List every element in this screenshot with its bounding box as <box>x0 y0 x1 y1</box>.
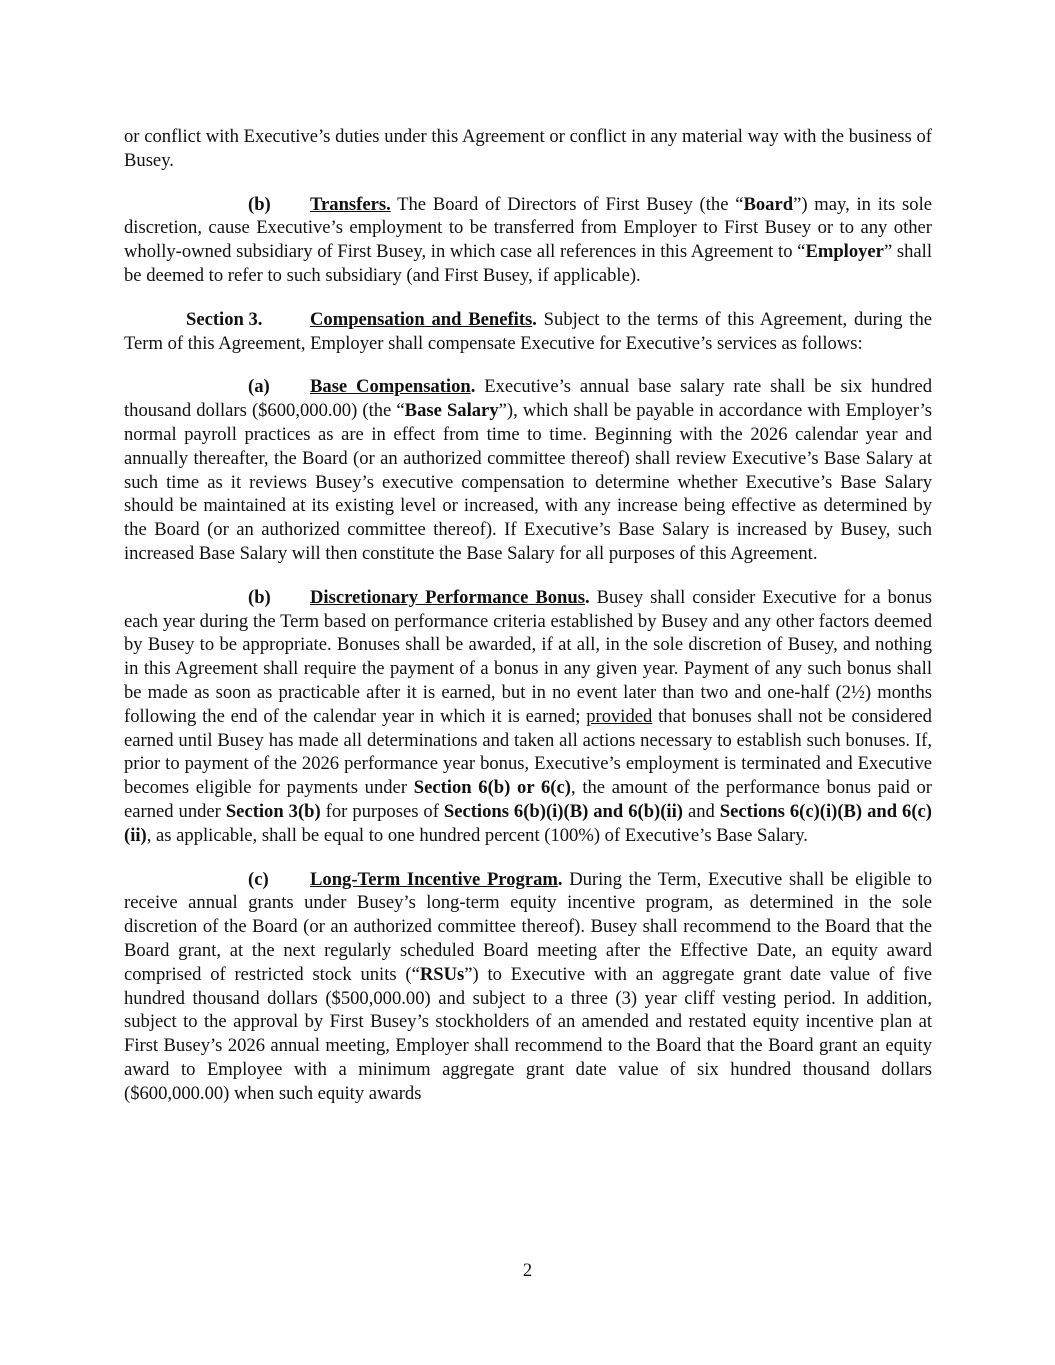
section-2b-paragraph <box>124 193 932 288</box>
section-3c-text-2: ”) to Executive with an aggregate grant date value of five hundred thousand dollars ($500,000.00) and subject to a three (3) year cliff vesting period. In addition, subject to the approval by First Busey’s stockholders of an amended and restated equity incentive plan at First Busey’s 2026 annual meeting, Employer shall recommend to the Board that the Board grant an equity award to Employee with a minimum aggregate grant date value of six hundred thousand dollars ($600,000.00) when such equity awards <box>124 963 932 1104</box>
section-3b-text-4: for purposes of <box>320 800 444 822</box>
section-2b-label: (b) <box>248 193 271 215</box>
section-3c-paragraph <box>124 868 932 1106</box>
section-3b-heading: Discretionary Performance Bonus <box>310 586 585 608</box>
section-3-text: Subject to the terms of this Agreement, during the Term of this Agreement, Employer shall compensate Executive for Executive’s services as follows: <box>124 308 932 354</box>
section-2b-text-3: ” shall be deemed to refer to such subsidiary (and First Busey, if applicable). <box>124 241 932 286</box>
base-salary-defined-term: Base Salary <box>404 400 499 422</box>
section-3a-heading: Base Compensation <box>310 376 471 398</box>
section-3b-reference: Section 3(b) <box>225 800 321 822</box>
section-3b-heading-period: . <box>584 586 590 608</box>
section-6b-6c-reference: Section 6(b) or 6(c) <box>413 777 571 799</box>
section-3b-paragraph <box>124 586 932 848</box>
section-3c-label: (c) <box>248 868 269 890</box>
section-3a-paragraph <box>124 375 932 565</box>
section-3b-text-5: and <box>682 800 720 822</box>
section-3b-text-3: , the amount of the performance bonus paid or earned under <box>124 777 932 822</box>
section-3-heading: Compensation and Benefits <box>310 308 533 330</box>
page-number: 2 <box>522 1260 533 1281</box>
provided-term: provided <box>586 705 653 727</box>
section-3b-text-6: , as applicable, shall be equal to one hundred percent (100%) of Executive’s Base Salary. <box>146 824 808 846</box>
section-3b-text-2: that bonuses shall not be considered earned until Busey has made all determinations and taken all actions necessary to establish such bonuses. If, prior to payment of the 2026 performance year bonus, Executive’s employment is terminated and Executive becomes eligible for payments under <box>124 705 932 799</box>
employer-defined-term: Employer <box>805 241 884 263</box>
intro-paragraph <box>124 125 932 173</box>
section-3b-text-1: Busey shall consider Executive for a bonus each year during the Term based on performance criteria established by Busey and any other factors deemed by Busey to be appropriate. Bonuses shall be awarded, if at all, in the sole discretion of Busey, and nothing in this Agreement shall require the payment of a bonus in any given year. Payment of any such bonus shall be made as soon as practicable after it is earned, but in no event later than two and one-half (2½) months following the end of the calendar year in which it is earned; <box>124 586 933 727</box>
section-3c-text-1: During the Term, Executive shall be eligible to receive annual grants under Busey’s long-term equity incentive program, as determined in the sole discretion of the Board (or an authorized committee thereof). Busey shall recommend to the Board that the Board grant, at the next regularly scheduled Board meeting after the Effective Date, an equity award comprised of restricted stock units (“ <box>124 868 932 985</box>
section-2b-heading: Transfers. <box>310 193 391 215</box>
section-3c-heading: Long-Term Incentive Program <box>310 868 558 890</box>
section-3-heading-period: . <box>532 308 537 330</box>
section-3b-label: (b) <box>248 586 271 608</box>
section-3a-label: (a) <box>248 376 270 398</box>
sections-6b-reference: Sections 6(b)(i)(B) and 6(b)(ii) <box>443 800 683 822</box>
sections-6c-reference: Sections 6(c)(i)(B) and 6(c)(ii) <box>124 800 932 846</box>
section-2b-text-1: The Board of Directors of First Busey (the “ <box>390 193 744 215</box>
section-3a-heading-period: . <box>470 376 476 398</box>
section-3-paragraph <box>124 308 932 356</box>
board-defined-term: Board <box>743 193 794 215</box>
section-3c-heading-period: . <box>557 868 563 890</box>
intro-text: or conflict with Executive’s duties under this Agreement or conflict in any material way with the business of Busey. <box>124 126 932 171</box>
rsus-defined-term: RSUs <box>419 963 465 985</box>
section-3a-text-2: ”), which shall be payable in accordance with Employer’s normal payroll practices as are in effect from time to time. Beginning with the 2026 calendar year and annually thereafter, the Board (or an authorized committee thereof) shall review Executive’s Base Salary at such time as it reviews Busey’s executive compensation to determine whether Executive’s Base Salary should be maintained at its existing level or increased, with any increase being effective as determined by the Board (or an authorized committee thereof). If Executive’s Base Salary is increased by Busey, such increased Base Salary will then constitute the Base Salary for all purposes of this Agreement. <box>124 400 932 564</box>
section-3-label: Section 3. <box>186 308 263 330</box>
section-3a-text-1: Executive’s annual base salary rate shall be six hundred thousand dollars ($600,000.00) (the “ <box>124 376 933 422</box>
document-page <box>124 125 932 1125</box>
section-2b-text-2: ”) may, in its sole discretion, cause Executive’s employment to be transferred from Employer to First Busey or to any other wholly-owned subsidiary of First Busey, in which case all references in this Agreement to “ <box>124 193 932 263</box>
